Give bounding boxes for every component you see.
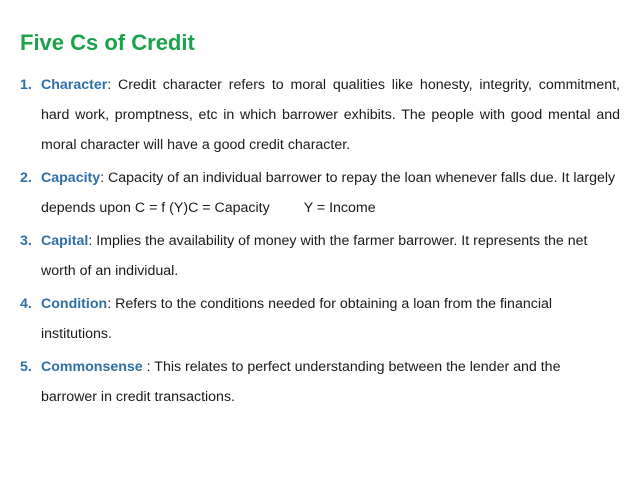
item-number: 4.: [20, 296, 32, 312]
item-description: This relates to perfect understanding between the lender and the barrower in credit transactions.: [41, 359, 561, 405]
list-item-capacity: [20, 163, 620, 223]
item-description: Capacity of an individual barrower to repay the loan whenever falls due. It largely depends upon C = f (Y)C = Capacity: [41, 170, 616, 216]
list-item-condition: [20, 289, 620, 349]
list-item-character: [20, 70, 620, 160]
item-separator: :: [100, 170, 105, 186]
list-item-commonsense: [20, 352, 620, 412]
item-separator: :: [107, 296, 112, 312]
item-description: Refers to the conditions needed for obtaining a loan from the financial institutions.: [41, 296, 553, 342]
item-description: Credit character refers to moral qualities like honesty, integrity, commitment, hard work, promptness, etc in which barrower exhibits. The people with good mental and moral character will have a good credit character.: [41, 77, 620, 153]
item-separator: :: [107, 77, 112, 93]
item-term: Capacity: [41, 170, 101, 186]
item-description: Implies the availability of money with the farmer barrower. It represents the net worth of an individual.: [41, 233, 588, 279]
item-number: 2.: [20, 170, 32, 186]
credit-cs-list: [20, 70, 620, 415]
item-formula-income: Y = Income: [303, 200, 376, 216]
item-term: Commonsense: [41, 359, 143, 375]
slide-title: Five Cs of Credit: [20, 30, 195, 55]
item-separator: :: [142, 359, 151, 375]
item-term: Condition: [41, 296, 108, 312]
item-number: 5.: [20, 359, 32, 375]
item-number: 3.: [20, 233, 32, 249]
item-term: Character: [41, 77, 108, 93]
item-separator: :: [88, 233, 93, 249]
item-term: Capital: [41, 233, 89, 249]
item-number: 1.: [20, 77, 32, 93]
list-item-capital: [20, 226, 620, 286]
